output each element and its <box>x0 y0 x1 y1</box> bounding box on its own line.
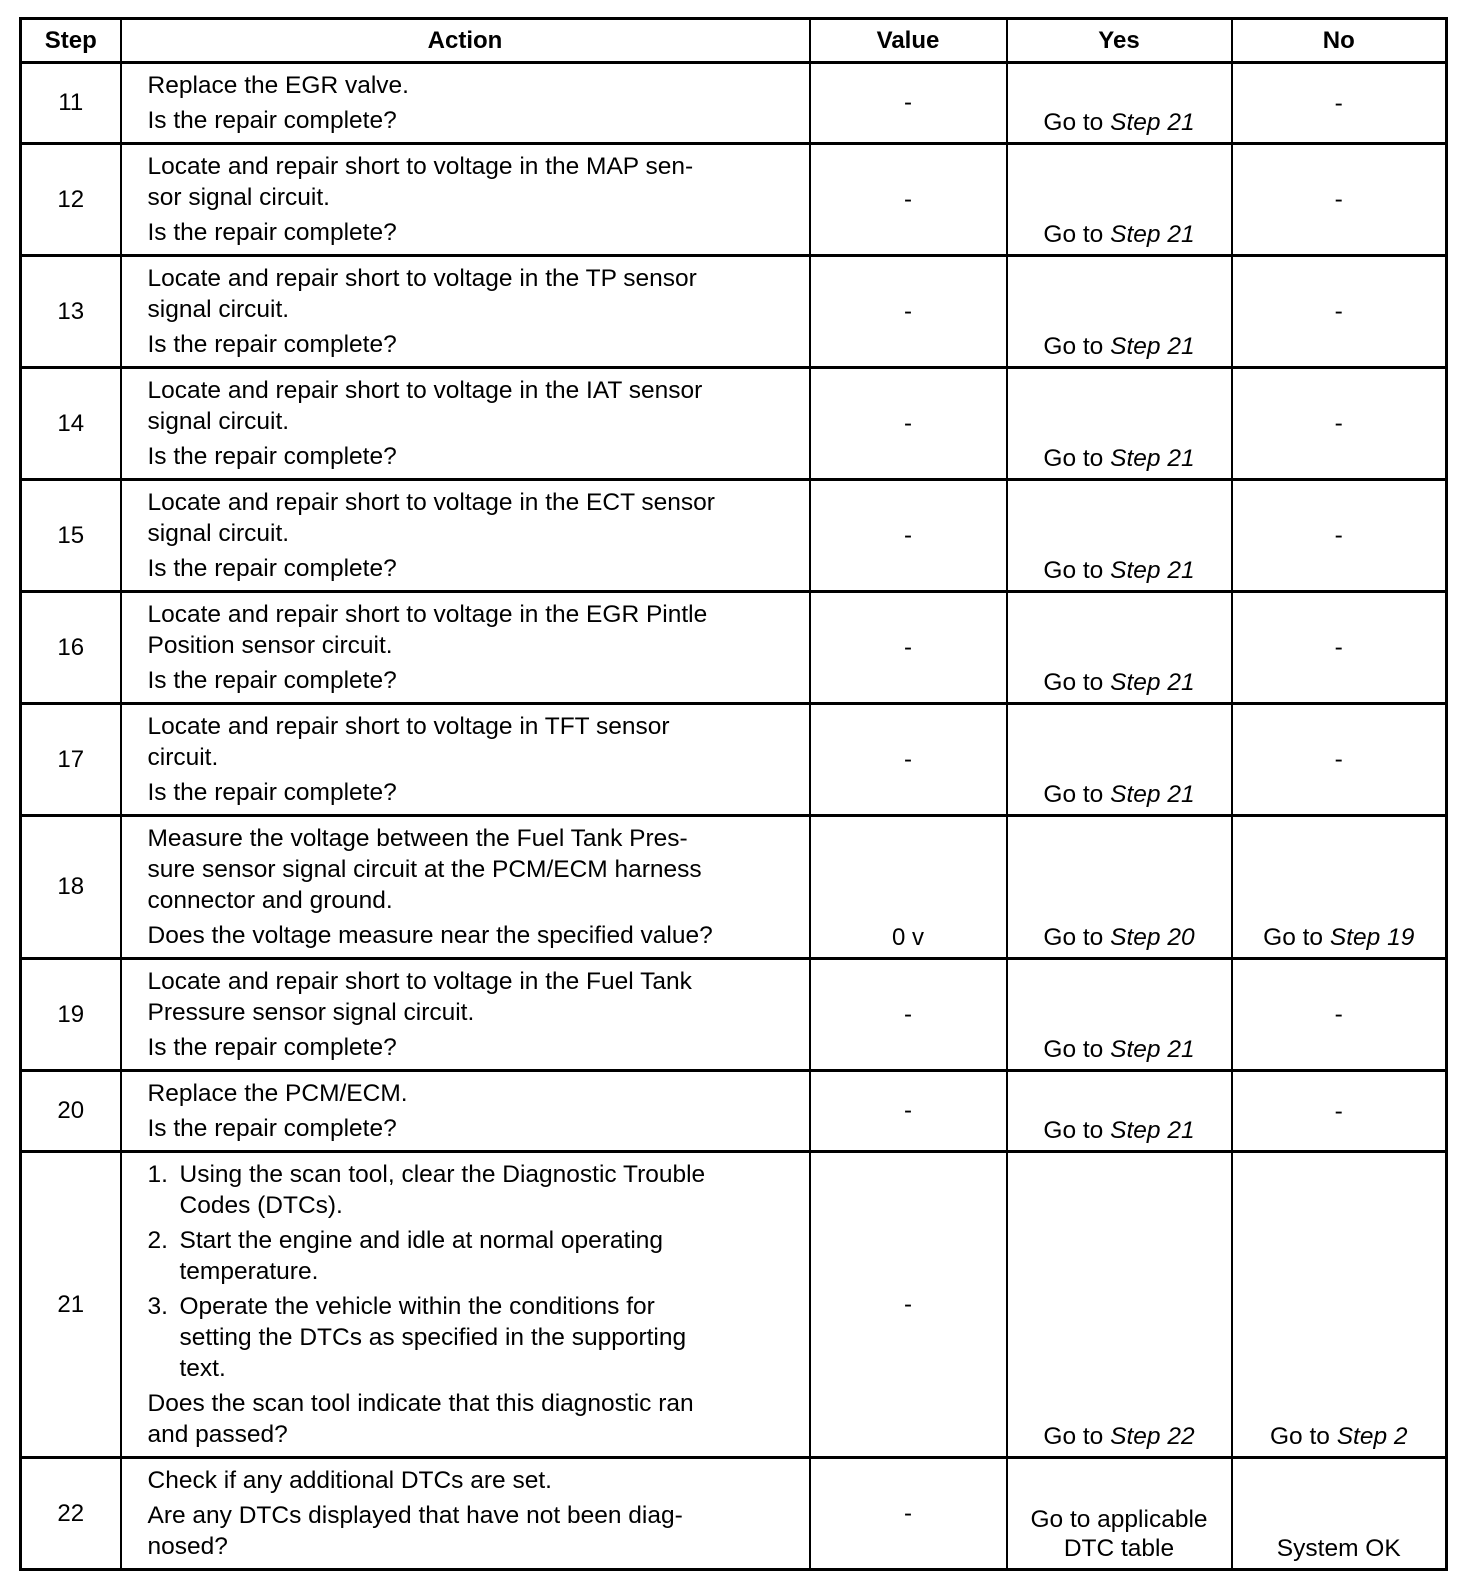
table-header-row <box>21 19 1447 63</box>
no-cell: - <box>1232 63 1447 144</box>
action-cell <box>121 816 810 959</box>
action-cell <box>121 1071 810 1152</box>
value-cell: - <box>810 1071 1007 1152</box>
action-text: Locate and repair short to voltage in TFT sensor circuit. <box>147 713 670 771</box>
step-number: 11 <box>21 63 121 144</box>
substep-number: 2. <box>147 1227 168 1254</box>
yes-step-link[interactable]: Step 21 <box>1110 333 1195 360</box>
substep-item <box>147 1291 797 1384</box>
value-cell: - <box>810 480 1007 592</box>
action-text: Locate and repair short to voltage in the EGR Pintle Position sensor circuit. <box>147 601 708 659</box>
header-no: No <box>1232 19 1447 63</box>
action-text: Check if any additional DTCs are set. <box>147 1467 552 1494</box>
diagnostic-table <box>19 17 1448 1571</box>
substep-number: 1. <box>147 1161 168 1188</box>
yes-cell <box>1007 368 1232 480</box>
value-cell: 0 v <box>810 816 1007 959</box>
substep-item <box>147 1159 797 1221</box>
yes-step-link[interactable]: Step 21 <box>1110 445 1195 472</box>
table-row <box>21 480 1447 592</box>
value-cell: - <box>810 256 1007 368</box>
yes-step-link[interactable]: Step 21 <box>1110 781 1195 808</box>
yes-step-link[interactable]: Step 21 <box>1110 669 1195 696</box>
yes-prefix: Go to <box>1043 109 1111 136</box>
action-text: Locate and repair short to voltage in the MAP sen- sor signal circuit. <box>147 153 694 211</box>
action-cell <box>121 704 810 816</box>
step-number: 14 <box>21 368 121 480</box>
header-step: Step <box>21 19 121 63</box>
action-text: Locate and repair short to voltage in the TP sensor signal circuit. <box>147 265 697 323</box>
yes-prefix: Go to <box>1043 924 1111 951</box>
action-text: Replace the PCM/ECM. <box>147 1080 408 1107</box>
action-question: Is the repair complete? <box>147 555 397 582</box>
table-row <box>21 959 1447 1071</box>
action-text: Locate and repair short to voltage in the ECT sensor signal circuit. <box>147 489 715 547</box>
yes-cell <box>1007 256 1232 368</box>
no-cell: - <box>1232 704 1447 816</box>
header-action: Action <box>121 19 810 63</box>
step-number: 16 <box>21 592 121 704</box>
action-question: Is the repair complete? <box>147 219 397 246</box>
action-question: Is the repair complete? <box>147 667 397 694</box>
yes-cell <box>1007 959 1232 1071</box>
yes-cell <box>1007 592 1232 704</box>
yes-step-link[interactable]: Step 20 <box>1110 924 1195 951</box>
action-question: Are any DTCs displayed that have not been diag- nosed? <box>147 1502 683 1560</box>
action-question: Is the repair complete? <box>147 1034 397 1061</box>
table-row <box>21 1458 1447 1570</box>
yes-prefix: Go to <box>1043 1036 1111 1063</box>
step-number: 22 <box>21 1458 121 1570</box>
no-step-link[interactable]: Step 2 <box>1336 1423 1408 1450</box>
step-number: 17 <box>21 704 121 816</box>
yes-prefix: Go to <box>1043 445 1111 472</box>
step-number: 20 <box>21 1071 121 1152</box>
yes-prefix: Go to <box>1043 221 1111 248</box>
no-cell <box>1232 816 1447 959</box>
no-cell <box>1232 1152 1447 1458</box>
action-cell <box>121 959 810 1071</box>
no-cell: - <box>1232 592 1447 704</box>
action-question: Is the repair complete? <box>147 779 397 806</box>
yes-step-link[interactable]: Step 21 <box>1110 1117 1195 1144</box>
value-cell: - <box>810 368 1007 480</box>
substep-item <box>147 1225 797 1287</box>
table-row <box>21 816 1447 959</box>
yes-cell <box>1007 1071 1232 1152</box>
yes-cell <box>1007 63 1232 144</box>
yes-prefix: Go to <box>1043 333 1111 360</box>
action-cell <box>121 1458 810 1570</box>
action-cell <box>121 368 810 480</box>
header-value: Value <box>810 19 1007 63</box>
yes-prefix: Go to <box>1043 1423 1111 1450</box>
substep-text: Start the engine and idle at normal operating temperature. <box>179 1227 664 1285</box>
table-row <box>21 368 1447 480</box>
no-cell: - <box>1232 1071 1447 1152</box>
value-cell: - <box>810 704 1007 816</box>
action-question: Is the repair complete? <box>147 331 397 358</box>
action-text: Replace the EGR valve. <box>147 72 409 99</box>
yes-cell[interactable]: Go to applicable DTC table <box>1007 1458 1232 1570</box>
action-text: Measure the voltage between the Fuel Tank Pres- sure sensor signal circuit at the PCM/ECM harness connector and ground. <box>147 825 702 914</box>
action-text: Locate and repair short to voltage in the Fuel Tank Pressure sensor signal circuit. <box>147 968 692 1026</box>
action-cell <box>121 144 810 256</box>
value-cell: - <box>810 1152 1007 1458</box>
table-row <box>21 704 1447 816</box>
action-cell <box>121 592 810 704</box>
value-cell: - <box>810 1458 1007 1570</box>
yes-cell <box>1007 816 1232 959</box>
value-cell: - <box>810 144 1007 256</box>
yes-cell <box>1007 144 1232 256</box>
yes-step-link[interactable]: Step 21 <box>1110 1036 1195 1063</box>
action-text: Locate and repair short to voltage in the IAT sensor signal circuit. <box>147 377 703 435</box>
action-question: Does the scan tool indicate that this diagnostic ran and passed? <box>147 1390 694 1448</box>
yes-cell <box>1007 1152 1232 1458</box>
substep-text: Operate the vehicle within the conditions for setting the DTCs as specified in the supporting text. <box>179 1293 687 1382</box>
yes-prefix: Go to <box>1043 781 1111 808</box>
substep-text: Using the scan tool, clear the Diagnostic Trouble Codes (DTCs). <box>179 1161 706 1219</box>
table-row <box>21 144 1447 256</box>
substep-list <box>148 1159 797 1384</box>
no-cell: - <box>1232 256 1447 368</box>
step-number: 21 <box>21 1152 121 1458</box>
yes-cell <box>1007 480 1232 592</box>
table-row <box>21 1071 1447 1152</box>
table-row <box>21 592 1447 704</box>
yes-prefix: Go to <box>1043 1117 1111 1144</box>
no-prefix: Go to <box>1269 1423 1337 1450</box>
action-question: Is the repair complete? <box>147 107 397 134</box>
action-question: Does the voltage measure near the specified value? <box>147 922 713 949</box>
step-number: 18 <box>21 816 121 959</box>
no-cell: - <box>1232 368 1447 480</box>
action-cell <box>121 480 810 592</box>
action-cell <box>121 63 810 144</box>
yes-step-link[interactable]: Step 21 <box>1110 221 1195 248</box>
yes-prefix: Go to <box>1043 557 1111 584</box>
yes-step-link[interactable]: Step 21 <box>1110 109 1195 136</box>
yes-cell <box>1007 704 1232 816</box>
action-cell <box>121 256 810 368</box>
step-number: 15 <box>21 480 121 592</box>
table-row <box>21 63 1447 144</box>
action-question: Is the repair complete? <box>147 443 397 470</box>
no-prefix: Go to <box>1263 924 1330 951</box>
no-step-link[interactable]: Step 19 <box>1329 924 1415 951</box>
yes-step-link[interactable]: Step 21 <box>1110 557 1195 584</box>
yes-step-link[interactable]: Step 22 <box>1110 1423 1195 1450</box>
header-yes: Yes <box>1007 19 1232 63</box>
table-row <box>21 1152 1447 1458</box>
no-cell: System OK <box>1232 1458 1447 1570</box>
table-row <box>21 256 1447 368</box>
no-cell: - <box>1232 144 1447 256</box>
no-cell: - <box>1232 959 1447 1071</box>
value-cell: - <box>810 592 1007 704</box>
no-cell: - <box>1232 480 1447 592</box>
step-number: 13 <box>21 256 121 368</box>
action-cell <box>121 1152 810 1458</box>
action-question: Is the repair complete? <box>147 1115 397 1142</box>
yes-prefix: Go to <box>1043 669 1111 696</box>
value-cell: - <box>810 959 1007 1071</box>
step-number: 19 <box>21 959 121 1071</box>
substep-number: 3. <box>147 1293 168 1320</box>
step-number: 12 <box>21 144 121 256</box>
value-cell: - <box>810 63 1007 144</box>
